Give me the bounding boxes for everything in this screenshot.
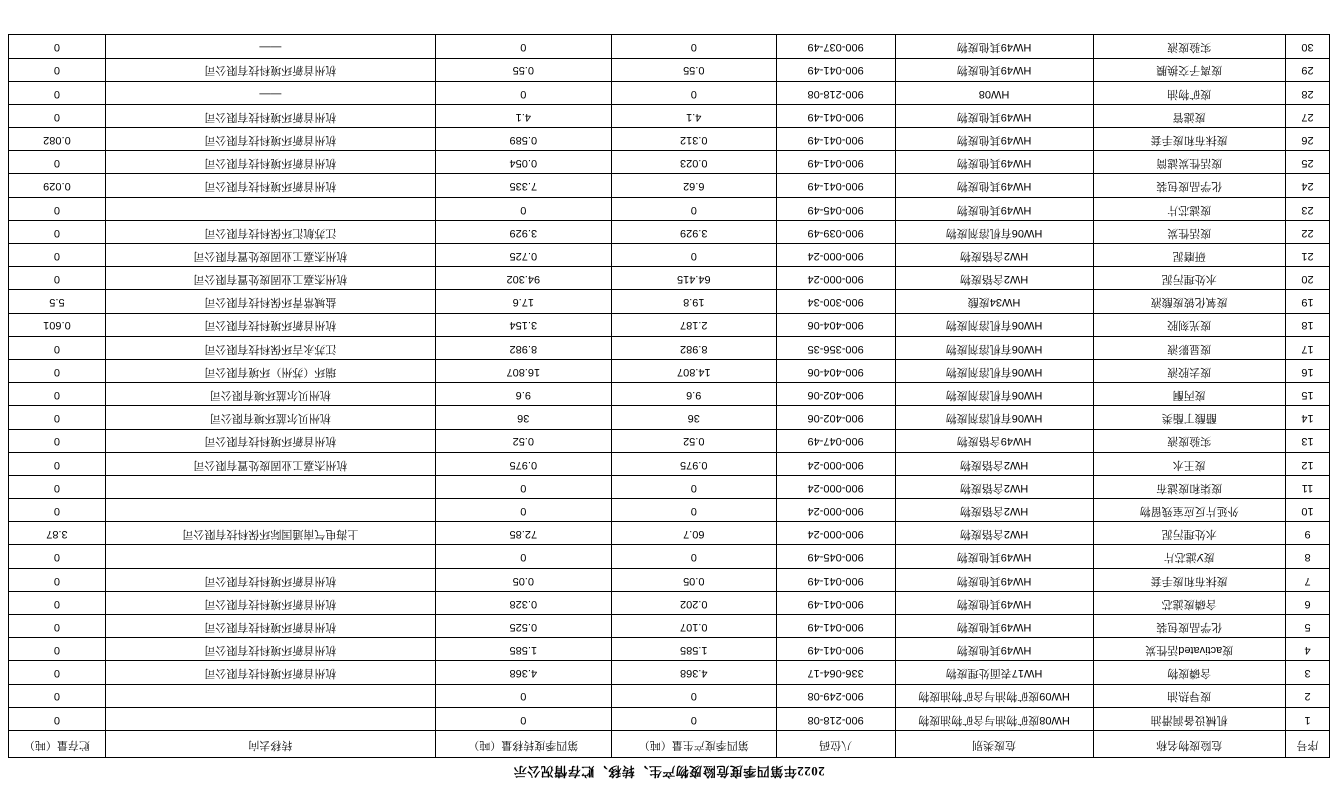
cell-transferred: 0 xyxy=(435,499,611,522)
cell-generated: 19.8 xyxy=(611,290,776,313)
cell-transferred: 17.6 xyxy=(435,290,611,313)
cell-destination: 杭州首新环境科技有限公司 xyxy=(105,313,435,336)
cell-destination: 杭州首新环境科技有限公司 xyxy=(105,58,435,81)
cell-generated: 6.62 xyxy=(611,174,776,197)
cell-code: 900-218-08 xyxy=(776,81,895,104)
cell-storage: 0 xyxy=(9,81,106,104)
cell-storage: 0 xyxy=(9,615,106,638)
cell-destination: 瑞环（苏州）环境有限公司 xyxy=(105,360,435,383)
table-row xyxy=(9,151,1330,174)
cell-code: 900-000-24 xyxy=(776,475,895,498)
cell-waste-name: 废活性炭 xyxy=(1093,220,1285,243)
table-row xyxy=(9,244,1330,267)
cell-code: 900-249-08 xyxy=(776,684,895,707)
cell-generated: 0.312 xyxy=(611,128,776,151)
cell-index: 30 xyxy=(1286,35,1330,58)
cell-storage: 0 xyxy=(9,638,106,661)
cell-waste-name: 废光刻胶 xyxy=(1093,313,1285,336)
cell-code: 900-000-24 xyxy=(776,522,895,545)
table-row xyxy=(9,313,1330,336)
cell-destination: 杭州杰嘉工业固废处置有限公司 xyxy=(105,452,435,475)
cell-category: HW2含铬废物 xyxy=(895,499,1093,522)
cell-generated: 60.7 xyxy=(611,522,776,545)
cell-waste-name: 化学品废包装 xyxy=(1093,174,1285,197)
cell-waste-name: 废滤芯片 xyxy=(1093,197,1285,220)
cell-index: 13 xyxy=(1286,429,1330,452)
cell-transferred: 4.1 xyxy=(435,104,611,127)
cell-waste-name: 外延片反应室残留物 xyxy=(1093,499,1285,522)
column-header-name: 危险废物名称 xyxy=(1093,731,1285,758)
cell-destination: 杭州首新环境科技有限公司 xyxy=(105,591,435,614)
cell-code: 900-402-06 xyxy=(776,383,895,406)
cell-waste-name: 废去胶液 xyxy=(1093,360,1285,383)
column-header-transferred: 第四季度转移量（吨） xyxy=(435,731,611,758)
cell-transferred: 0.975 xyxy=(435,452,611,475)
cell-code: 900-000-24 xyxy=(776,499,895,522)
cell-storage: 0.082 xyxy=(9,128,106,151)
table-row xyxy=(9,429,1330,452)
cell-category: HW49其他废物 xyxy=(895,104,1093,127)
cell-category: HW2含铬废物 xyxy=(895,522,1093,545)
cell-index: 10 xyxy=(1286,499,1330,522)
cell-storage: 0.601 xyxy=(9,313,106,336)
cell-code: 900-041-49 xyxy=(776,104,895,127)
table-row xyxy=(9,104,1330,127)
cell-category: HW17表面处理废物 xyxy=(895,661,1093,684)
cell-storage: 0.029 xyxy=(9,174,106,197)
cell-category: HW49其他废物 xyxy=(895,58,1093,81)
cell-category: HW2含铬废物 xyxy=(895,244,1093,267)
cell-destination xyxy=(105,684,435,707)
cell-transferred: 3.154 xyxy=(435,313,611,336)
table-row xyxy=(9,684,1330,707)
cell-waste-name: 机械设备润滑油 xyxy=(1093,707,1285,730)
cell-generated: 14.807 xyxy=(611,360,776,383)
table-row xyxy=(9,406,1330,429)
cell-transferred: 0 xyxy=(435,81,611,104)
cell-code: 900-041-49 xyxy=(776,568,895,591)
cell-generated: 2.187 xyxy=(611,313,776,336)
cell-category: HW34废酸 xyxy=(895,290,1093,313)
cell-index: 2 xyxy=(1286,684,1330,707)
cell-transferred: 16.807 xyxy=(435,360,611,383)
cell-storage: 0 xyxy=(9,406,106,429)
cell-transferred: 7.335 xyxy=(435,174,611,197)
cell-generated: 36 xyxy=(611,406,776,429)
cell-generated: 0 xyxy=(611,475,776,498)
cell-index: 23 xyxy=(1286,197,1330,220)
column-header-index: 序号 xyxy=(1286,731,1330,758)
cell-waste-name: 实验废液 xyxy=(1093,35,1285,58)
cell-index: 9 xyxy=(1286,522,1330,545)
cell-code: 336-064-17 xyxy=(776,661,895,684)
table-row xyxy=(9,128,1330,151)
cell-destination xyxy=(105,707,435,730)
cell-code: 900-039-49 xyxy=(776,220,895,243)
cell-destination: 江苏永吉环保科技有限公司 xyxy=(105,336,435,359)
cell-category: HW49含铬废物 xyxy=(895,429,1093,452)
cell-waste-name: 废活性炭滤筒 xyxy=(1093,151,1285,174)
cell-waste-name: 废activated活性炭 xyxy=(1093,638,1285,661)
cell-destination: 杭州杰嘉工业固废处置有限公司 xyxy=(105,244,435,267)
cell-waste-name: 化学品废包装 xyxy=(1093,615,1285,638)
cell-storage: 0 xyxy=(9,220,106,243)
cell-destination: 杭州首新环境科技有限公司 xyxy=(105,568,435,591)
cell-storage: 0 xyxy=(9,545,106,568)
cell-code: 900-047-49 xyxy=(776,429,895,452)
cell-transferred: 94.302 xyxy=(435,267,611,290)
cell-transferred: 9.6 xyxy=(435,383,611,406)
column-header-storage: 贮存量（吨） xyxy=(9,731,106,758)
cell-code: 900-041-49 xyxy=(776,591,895,614)
cell-destination: 杭州首新环境科技有限公司 xyxy=(105,151,435,174)
cell-transferred: 0 xyxy=(435,475,611,498)
cell-generated: 9.6 xyxy=(611,383,776,406)
cell-transferred: 0.525 xyxy=(435,615,611,638)
cell-code: 900-404-06 xyxy=(776,313,895,336)
cell-index: 27 xyxy=(1286,104,1330,127)
cell-code: 900-041-49 xyxy=(776,638,895,661)
table-row xyxy=(9,197,1330,220)
table-row xyxy=(9,35,1330,58)
cell-index: 14 xyxy=(1286,406,1330,429)
cell-transferred: 0.328 xyxy=(435,591,611,614)
cell-code: 900-037-49 xyxy=(776,35,895,58)
cell-transferred: 0.054 xyxy=(435,151,611,174)
cell-index: 19 xyxy=(1286,290,1330,313)
cell-storage: 0 xyxy=(9,661,106,684)
cell-index: 25 xyxy=(1286,151,1330,174)
cell-storage: 5.5 xyxy=(9,290,106,313)
table-row xyxy=(9,661,1330,684)
cell-category: HW49其他废物 xyxy=(895,638,1093,661)
cell-generated: 1.585 xyxy=(611,638,776,661)
cell-code: 900-356-35 xyxy=(776,336,895,359)
table-row xyxy=(9,336,1330,359)
table-row xyxy=(9,615,1330,638)
cell-code: 900-041-49 xyxy=(776,58,895,81)
cell-waste-name: 废氧化铍废酸液 xyxy=(1093,290,1285,313)
cell-code: 900-041-49 xyxy=(776,151,895,174)
cell-generated: 0 xyxy=(611,684,776,707)
cell-category: HW49其他废物 xyxy=(895,151,1093,174)
cell-category: HW49其他废物 xyxy=(895,197,1093,220)
cell-transferred: 72.85 xyxy=(435,522,611,545)
cell-generated: 8.982 xyxy=(611,336,776,359)
cell-category: HW2含铬废物 xyxy=(895,452,1093,475)
table-row xyxy=(9,81,1330,104)
cell-transferred: 36 xyxy=(435,406,611,429)
cell-storage: 0 xyxy=(9,429,106,452)
cell-waste-name: 废王水 xyxy=(1093,452,1285,475)
cell-index: 24 xyxy=(1286,174,1330,197)
cell-transferred: 0 xyxy=(435,35,611,58)
cell-category: HW49其他废物 xyxy=(895,615,1093,638)
table-row xyxy=(9,290,1330,313)
cell-storage: 0 xyxy=(9,244,106,267)
cell-index: 15 xyxy=(1286,383,1330,406)
cell-code: 900-041-49 xyxy=(776,615,895,638)
cell-index: 22 xyxy=(1286,220,1330,243)
cell-storage: 0 xyxy=(9,684,106,707)
cell-index: 20 xyxy=(1286,267,1330,290)
cell-storage: 0 xyxy=(9,568,106,591)
cell-destination: 杭州首新环境科技有限公司 xyxy=(105,615,435,638)
cell-destination: 杭州首新环境科技有限公司 xyxy=(105,661,435,684)
table-row xyxy=(9,383,1330,406)
table-row xyxy=(9,360,1330,383)
table-row xyxy=(9,591,1330,614)
cell-waste-name: 废导热油 xyxy=(1093,684,1285,707)
cell-code: 900-000-24 xyxy=(776,452,895,475)
cell-code: 900-300-34 xyxy=(776,290,895,313)
cell-generated: 64.415 xyxy=(611,267,776,290)
cell-index: 12 xyxy=(1286,452,1330,475)
cell-generated: 0.55 xyxy=(611,58,776,81)
cell-code: 900-218-08 xyxy=(776,707,895,730)
cell-destination: 杭州杰嘉工业固废处置有限公司 xyxy=(105,267,435,290)
table-row xyxy=(9,638,1330,661)
cell-index: 3 xyxy=(1286,661,1330,684)
cell-destination: 杭州贝尔蓝环境有限公司 xyxy=(105,383,435,406)
cell-category: HW49其他废物 xyxy=(895,128,1093,151)
table-row xyxy=(9,58,1330,81)
cell-destination: 盐城常青环保科技有限公司 xyxy=(105,290,435,313)
cell-transferred: 8.982 xyxy=(435,336,611,359)
cell-storage: 0 xyxy=(9,475,106,498)
cell-index: 8 xyxy=(1286,545,1330,568)
cell-code: 900-402-06 xyxy=(776,406,895,429)
cell-destination: 杭州首新环境科技有限公司 xyxy=(105,128,435,151)
cell-category: HW49其他废物 xyxy=(895,591,1093,614)
cell-index: 5 xyxy=(1286,615,1330,638)
table-row xyxy=(9,499,1330,522)
cell-destination: 杭州首新环境科技有限公司 xyxy=(105,174,435,197)
cell-storage: 0 xyxy=(9,383,106,406)
cell-storage: 0 xyxy=(9,104,106,127)
cell-destination: 杭州贝尔蓝环境有限公司 xyxy=(105,406,435,429)
table-row xyxy=(9,707,1330,730)
column-header-destination: 转移去向 xyxy=(105,731,435,758)
table-row xyxy=(9,452,1330,475)
cell-category: HW06有机溶剂废物 xyxy=(895,313,1093,336)
cell-transferred: 0 xyxy=(435,707,611,730)
cell-code: 900-000-24 xyxy=(776,267,895,290)
cell-category: HW08 xyxy=(895,81,1093,104)
table-row xyxy=(9,568,1330,591)
column-header-category: 危废类别 xyxy=(895,731,1093,758)
cell-storage: 0 xyxy=(9,267,106,290)
cell-waste-name: 水处理污泥 xyxy=(1093,522,1285,545)
cell-category: HW49其他废物 xyxy=(895,35,1093,58)
cell-generated: 0 xyxy=(611,244,776,267)
cell-storage: 0 xyxy=(9,591,106,614)
cell-storage: 0 xyxy=(9,35,106,58)
cell-code: 900-045-49 xyxy=(776,545,895,568)
column-header-generated: 第四季度产生量（吨） xyxy=(611,731,776,758)
cell-storage: 0 xyxy=(9,452,106,475)
cell-transferred: 0 xyxy=(435,197,611,220)
cell-waste-name: 研磨泥 xyxy=(1093,244,1285,267)
cell-code: 900-041-49 xyxy=(776,128,895,151)
cell-index: 29 xyxy=(1286,58,1330,81)
cell-index: 11 xyxy=(1286,475,1330,498)
cell-destination xyxy=(105,499,435,522)
cell-category: HW06有机溶剂废物 xyxy=(895,383,1093,406)
cell-destination: —— xyxy=(105,35,435,58)
cell-category: HW06有机溶剂废物 xyxy=(895,220,1093,243)
cell-index: 18 xyxy=(1286,313,1330,336)
cell-destination: 杭州首新环境科技有限公司 xyxy=(105,638,435,661)
cell-index: 7 xyxy=(1286,568,1330,591)
cell-waste-name: 实验废液 xyxy=(1093,429,1285,452)
cell-transferred: 0.725 xyxy=(435,244,611,267)
cell-waste-name: 废滤管 xyxy=(1093,104,1285,127)
cell-category: HW49其他废物 xyxy=(895,545,1093,568)
cell-code: 900-000-24 xyxy=(776,244,895,267)
table-row xyxy=(9,545,1330,568)
table-row xyxy=(9,174,1330,197)
cell-generated: 0 xyxy=(611,707,776,730)
cell-destination: 江苏航汇环保科技有限公司 xyxy=(105,220,435,243)
cell-transferred: 0.05 xyxy=(435,568,611,591)
cell-storage: 0 xyxy=(9,336,106,359)
cell-transferred: 0 xyxy=(435,684,611,707)
cell-category: HW06有机溶剂废物 xyxy=(895,360,1093,383)
cell-category: HW49其他废物 xyxy=(895,568,1093,591)
cell-destination: —— xyxy=(105,81,435,104)
table-row xyxy=(9,220,1330,243)
cell-destination: 上海电气南通国际环保科技有限公司 xyxy=(105,522,435,545)
cell-category: HW06有机溶剂废物 xyxy=(895,336,1093,359)
table-body xyxy=(9,35,1330,731)
cell-generated: 0.202 xyxy=(611,591,776,614)
cell-code: 900-041-49 xyxy=(776,174,895,197)
cell-generated: 3.929 xyxy=(611,220,776,243)
cell-transferred: 4.368 xyxy=(435,661,611,684)
cell-waste-name: 废显影液 xyxy=(1093,336,1285,359)
cell-code: 900-045-49 xyxy=(776,197,895,220)
cell-generated: 0 xyxy=(611,499,776,522)
cell-generated: 0 xyxy=(611,81,776,104)
cell-destination: 杭州首新环境科技有限公司 xyxy=(105,104,435,127)
cell-transferred: 0.52 xyxy=(435,429,611,452)
cell-category: HW06有机溶剂废物 xyxy=(895,406,1093,429)
cell-index: 1 xyxy=(1286,707,1330,730)
cell-waste-name: 废离子交换膜 xyxy=(1093,58,1285,81)
cell-index: 21 xyxy=(1286,244,1330,267)
cell-storage: 0 xyxy=(9,58,106,81)
cell-generated: 0 xyxy=(611,197,776,220)
cell-transferred: 3.929 xyxy=(435,220,611,243)
cell-storage: 0 xyxy=(9,197,106,220)
hazardous-waste-table xyxy=(8,34,1330,758)
cell-waste-name: 废抹布和废手套 xyxy=(1093,568,1285,591)
cell-transferred: 0 xyxy=(435,545,611,568)
cell-storage: 0 xyxy=(9,707,106,730)
cell-waste-name: 含磷废滤芯 xyxy=(1093,591,1285,614)
cell-waste-name: 水处理污泥 xyxy=(1093,267,1285,290)
cell-generated: 0 xyxy=(611,545,776,568)
table-row xyxy=(9,475,1330,498)
table-header-row xyxy=(9,731,1330,758)
cell-generated: 0.52 xyxy=(611,429,776,452)
cell-destination xyxy=(105,545,435,568)
cell-index: 6 xyxy=(1286,591,1330,614)
cell-waste-name: 废丙酮 xyxy=(1093,383,1285,406)
cell-waste-name: 废У滤芯片 xyxy=(1093,545,1285,568)
cell-storage: 0 xyxy=(9,499,106,522)
cell-index: 4 xyxy=(1286,638,1330,661)
cell-generated: 0.05 xyxy=(611,568,776,591)
cell-category: HW49其他废物 xyxy=(895,174,1093,197)
cell-destination xyxy=(105,475,435,498)
cell-generated: 4.368 xyxy=(611,661,776,684)
cell-storage: 0 xyxy=(9,151,106,174)
table-row xyxy=(9,267,1330,290)
cell-storage: 3.87 xyxy=(9,522,106,545)
cell-waste-name: 废抹布和废手套 xyxy=(1093,128,1285,151)
table-row xyxy=(9,522,1330,545)
cell-transferred: 0.55 xyxy=(435,58,611,81)
cell-category: HW08废矿物油与含矿物油废物 xyxy=(895,707,1093,730)
cell-generated: 0.107 xyxy=(611,615,776,638)
cell-waste-name: 含磷废物 xyxy=(1093,661,1285,684)
cell-destination xyxy=(105,197,435,220)
cell-generated: 0 xyxy=(611,35,776,58)
cell-generated: 4.1 xyxy=(611,104,776,127)
cell-index: 17 xyxy=(1286,336,1330,359)
cell-code: 900-404-06 xyxy=(776,360,895,383)
cell-waste-name: 醋酸丁酯类 xyxy=(1093,406,1285,429)
cell-generated: 0.975 xyxy=(611,452,776,475)
cell-waste-name: 废矿物油 xyxy=(1093,81,1285,104)
cell-transferred: 1.585 xyxy=(435,638,611,661)
cell-storage: 0 xyxy=(9,360,106,383)
cell-transferred: 0.589 xyxy=(435,128,611,151)
cell-category: HW09废矿物油与含矿物油废物 xyxy=(895,684,1093,707)
cell-waste-name: 废柒和废滤布 xyxy=(1093,475,1285,498)
cell-destination: 杭州首新环境科技有限公司 xyxy=(105,429,435,452)
cell-index: 28 xyxy=(1286,81,1330,104)
column-header-code: 八位码 xyxy=(776,731,895,758)
cell-category: HW2含铬废物 xyxy=(895,267,1093,290)
page-title: 2022年第四季度危险废物产生、转移、贮存情况公示 xyxy=(513,764,825,779)
cell-index: 16 xyxy=(1286,360,1330,383)
cell-index: 26 xyxy=(1286,128,1330,151)
cell-generated: 0.023 xyxy=(611,151,776,174)
cell-category: HW2含铬废物 xyxy=(895,475,1093,498)
